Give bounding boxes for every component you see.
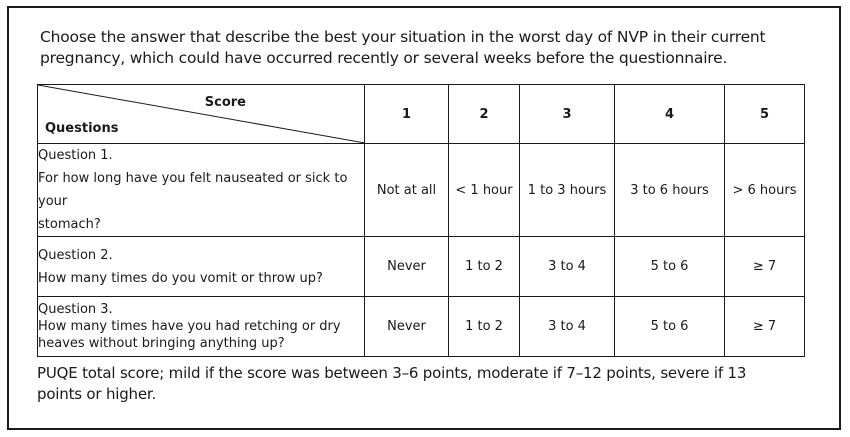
question-1-text-line-1: For how long have you felt nauseated or sick to your [38, 171, 348, 209]
header-row [38, 85, 805, 144]
question-3-cell [38, 297, 365, 357]
score-header-1: 1 [365, 85, 449, 144]
answer-cell: ≥ 7 [725, 237, 805, 297]
answer-cell: ≥ 7 [725, 297, 805, 357]
answer-cell: Never [365, 297, 449, 357]
answer-cell: 5 to 6 [615, 237, 725, 297]
instructions-line-2: pregnancy, which could have occurred recently or several weeks before the questionnaire. [40, 49, 728, 67]
question-3-text-line-2: heaves without bringing anything up? [38, 336, 285, 351]
answer-cell: 3 to 6 hours [615, 144, 725, 237]
table-row-question-1 [38, 144, 805, 237]
answer-cell: > 6 hours [725, 144, 805, 237]
answer-cell: 3 to 4 [520, 297, 615, 357]
answer-cell: Never [365, 237, 449, 297]
questions-label: Questions [45, 121, 119, 136]
question-2-text-line-1: How many times do you vomit or throw up? [38, 270, 323, 286]
score-header-3: 3 [520, 85, 615, 144]
puqe-table [37, 84, 805, 357]
scoring-note-line-2: points or higher. [37, 385, 157, 403]
question-3-title: Question 3. [38, 302, 113, 317]
table-row-question-3 [38, 297, 805, 357]
scoring-note-line-1: PUQE total score; mild if the score was between 3–6 points, moderate if 7–12 points, severe if 13 [37, 364, 747, 382]
instructions [40, 27, 800, 69]
question-1-title: Question 1. [38, 148, 113, 163]
score-header-4: 4 [615, 85, 725, 144]
answer-cell: < 1 hour [449, 144, 520, 237]
scoring-note [37, 363, 797, 405]
question-2-title: Question 2. [38, 247, 113, 263]
answer-cell: 3 to 4 [520, 237, 615, 297]
instructions-line-1: Choose the answer that describe the best your situation in the worst day of NVP in their current [40, 28, 766, 46]
question-3-text-line-1: How many times have you had retching or dry [38, 319, 341, 334]
score-label: Score [204, 95, 246, 110]
answer-cell: 1 to 2 [449, 237, 520, 297]
score-header-2: 2 [449, 85, 520, 144]
answer-cell: Not at all [365, 144, 449, 237]
answer-cell: 5 to 6 [615, 297, 725, 357]
question-2-cell [38, 237, 365, 297]
question-1-text-line-2: stomach? [38, 217, 101, 232]
score-header-5: 5 [725, 85, 805, 144]
question-1-cell [38, 144, 365, 237]
answer-cell: 1 to 2 [449, 297, 520, 357]
table-row-question-2 [38, 237, 805, 297]
corner-header [38, 85, 365, 144]
answer-cell: 1 to 3 hours [520, 144, 615, 237]
